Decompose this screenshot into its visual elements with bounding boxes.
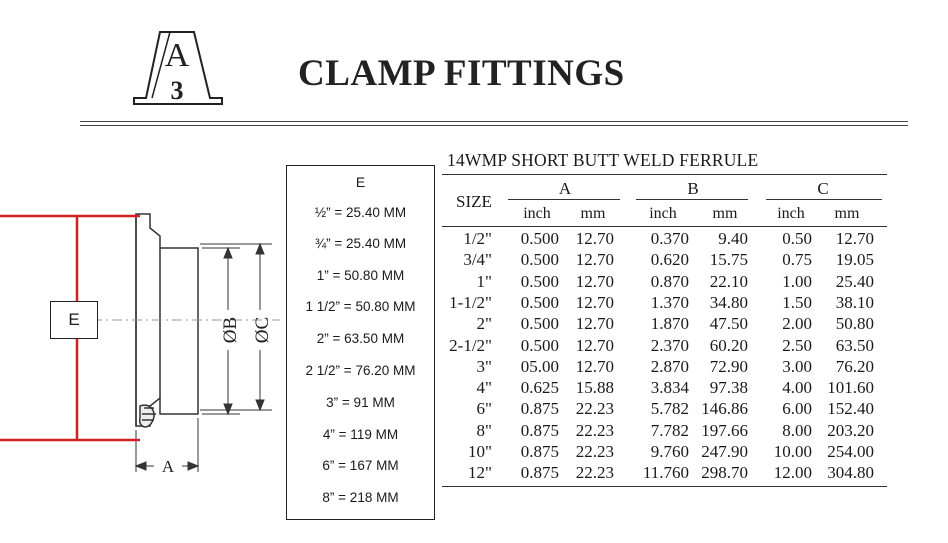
table-cell: 254.00 — [827, 442, 874, 461]
group-a-header: A — [558, 179, 572, 198]
table-cell: 247.90 — [701, 442, 748, 461]
page-title: CLAMP FITTINGS — [298, 53, 625, 94]
table-cell: 0.75 — [782, 250, 812, 270]
table-rule-header — [442, 226, 887, 227]
logo-digit: 3 — [170, 76, 184, 105]
unit-header: mm — [834, 205, 860, 222]
table-rule-top — [442, 174, 887, 175]
table-cell: 6.00 — [782, 399, 812, 419]
table-title: 14WMP SHORT BUTT WELD FERRULE — [447, 150, 759, 170]
table-cell: 50.80 — [835, 314, 874, 334]
e-box-row: ¾” = 25.40 MM — [314, 236, 407, 251]
table-cell: 0.500 — [520, 292, 559, 312]
table-cell: 0.875 — [520, 420, 559, 440]
table-cell: 7.782 — [650, 420, 689, 440]
table-cell: 12.70 — [575, 271, 614, 291]
group-a-rule — [508, 199, 620, 200]
table-cell: 12.70 — [835, 229, 874, 248]
table-cell: 05.00 — [520, 356, 559, 376]
table-cell: 3.834 — [650, 378, 689, 398]
dim-a-label: A — [161, 457, 175, 476]
table-cell: 15.75 — [709, 250, 748, 270]
e-box-row: 1 1/2” = 50.80 MM — [305, 299, 416, 314]
table-cell: 76.20 — [835, 356, 874, 376]
table-cell: 11.760 — [642, 463, 689, 483]
e-box-row: 2” = 63.50 MM — [316, 331, 405, 346]
table-cell: 0.875 — [520, 399, 559, 419]
table-cell: 12.70 — [575, 335, 614, 355]
table-cell: 12.00 — [773, 463, 812, 483]
table-cell: 0.500 — [520, 229, 559, 248]
table-cell: 304.80 — [827, 463, 874, 483]
table-cell: 0.500 — [520, 335, 559, 355]
e-box-row: ½” = 25.40 MM — [314, 205, 407, 220]
group-c-rule — [766, 199, 882, 200]
table-cell: 12.70 — [575, 250, 614, 270]
table-cell: 0.625 — [520, 378, 559, 398]
logo-letter: A — [164, 37, 190, 74]
header-rule-top — [80, 121, 908, 122]
unit-header: inch — [649, 205, 677, 222]
size-cell: 1" — [476, 271, 492, 291]
table-cell: 0.370 — [650, 229, 689, 248]
table-cell: 9.40 — [718, 229, 748, 248]
table-cell: 97.38 — [709, 378, 748, 398]
table-cell: 9.760 — [650, 442, 689, 461]
table-cell: 22.23 — [575, 442, 614, 461]
table-cell: 146.86 — [701, 399, 748, 419]
size-cell: 12" — [468, 463, 492, 483]
table-cell: 38.10 — [835, 292, 874, 312]
table-cell: 0.500 — [520, 250, 559, 270]
table-cell: 0.870 — [650, 271, 689, 291]
size-cell: 1/2" — [463, 229, 492, 248]
table-cell: 63.50 — [835, 335, 874, 355]
table-cell: 10.00 — [773, 442, 812, 461]
e-box-row: 8” = 218 MM — [322, 490, 399, 505]
table-cell: 25.40 — [835, 271, 874, 291]
table-cell: 22.23 — [575, 420, 614, 440]
table-cell: 34.80 — [709, 292, 748, 312]
a3-logo — [130, 28, 225, 106]
size-cell: 1-1/2" — [449, 292, 492, 312]
table-cell: 4.00 — [782, 378, 812, 398]
table-cell: 2.870 — [650, 356, 689, 376]
unit-header: mm — [580, 205, 606, 222]
table-cell: 60.20 — [709, 335, 748, 355]
group-b-header: B — [687, 179, 699, 198]
table-cell: 1.00 — [782, 271, 812, 291]
table-cell: 12.70 — [575, 356, 614, 376]
table-cell: 197.66 — [701, 420, 748, 440]
table-cell: 12.70 — [575, 314, 614, 334]
e-dimension-box — [286, 165, 435, 520]
e-box-row: 6” = 167 MM — [322, 458, 399, 473]
table-cell: 12.70 — [575, 292, 614, 312]
unit-header: inch — [523, 205, 551, 222]
dim-c-label: ØC — [252, 316, 273, 344]
table-cell: 8.00 — [782, 420, 812, 440]
table-cell: 5.782 — [650, 399, 689, 419]
table-cell: 1.370 — [650, 292, 689, 312]
table-rule-bottom — [442, 486, 887, 487]
table-cell: 0.875 — [520, 442, 559, 461]
table-cell: 1.870 — [650, 314, 689, 334]
group-c-header: C — [817, 179, 829, 198]
e-box-row: 1” = 50.80 MM — [316, 268, 405, 283]
table-cell: 152.40 — [827, 399, 874, 419]
size-cell: 4" — [476, 378, 492, 398]
ferrule-drawing — [0, 150, 290, 490]
table-cell: 12.70 — [575, 229, 614, 248]
table-cell: 15.88 — [575, 378, 614, 398]
table-cell: 22.23 — [575, 399, 614, 419]
table-cell: 2.370 — [650, 335, 689, 355]
e-box-row: 3” = 91 MM — [326, 395, 395, 410]
table-cell: 298.70 — [701, 463, 748, 483]
size-cell: 10" — [468, 442, 492, 461]
e-box-heading: E — [355, 174, 366, 190]
table-cell: 72.90 — [709, 356, 748, 376]
table-cell: 22.23 — [575, 463, 614, 483]
table-cell: 19.05 — [835, 250, 874, 270]
table-cell: 0.50 — [782, 229, 812, 248]
e-box-row: 4” = 119 MM — [322, 427, 399, 442]
e-dimension-label: E — [50, 301, 98, 339]
table-cell: 101.60 — [827, 378, 874, 398]
table-cell: 203.20 — [827, 420, 874, 440]
table-cell: 0.620 — [650, 250, 689, 270]
e-box-row: 2 1/2” = 76.20 MM — [305, 363, 416, 378]
size-cell: 8" — [476, 420, 492, 440]
group-b-rule — [636, 199, 748, 200]
unit-header: inch — [777, 205, 805, 222]
table-cell: 1.50 — [782, 292, 812, 312]
size-cell: 2-1/2" — [449, 335, 492, 355]
table-cell: 2.00 — [782, 314, 812, 334]
table-cell: 47.50 — [709, 314, 748, 334]
table-cell: 22.10 — [709, 271, 748, 291]
size-cell: 6" — [476, 399, 492, 419]
dim-b-label: ØB — [220, 316, 241, 344]
size-header: SIZE — [456, 192, 492, 211]
size-cell: 2" — [476, 314, 492, 334]
size-cell: 3/4" — [463, 250, 492, 270]
unit-header: mm — [712, 205, 738, 222]
size-cell: 3" — [476, 356, 492, 376]
header-rule-bottom — [80, 125, 908, 126]
table-cell: 2.50 — [782, 335, 812, 355]
table-cell: 3.00 — [782, 356, 812, 376]
table-cell: 0.500 — [520, 271, 559, 291]
table-cell: 0.875 — [520, 463, 559, 483]
table-cell: 0.500 — [520, 314, 559, 334]
